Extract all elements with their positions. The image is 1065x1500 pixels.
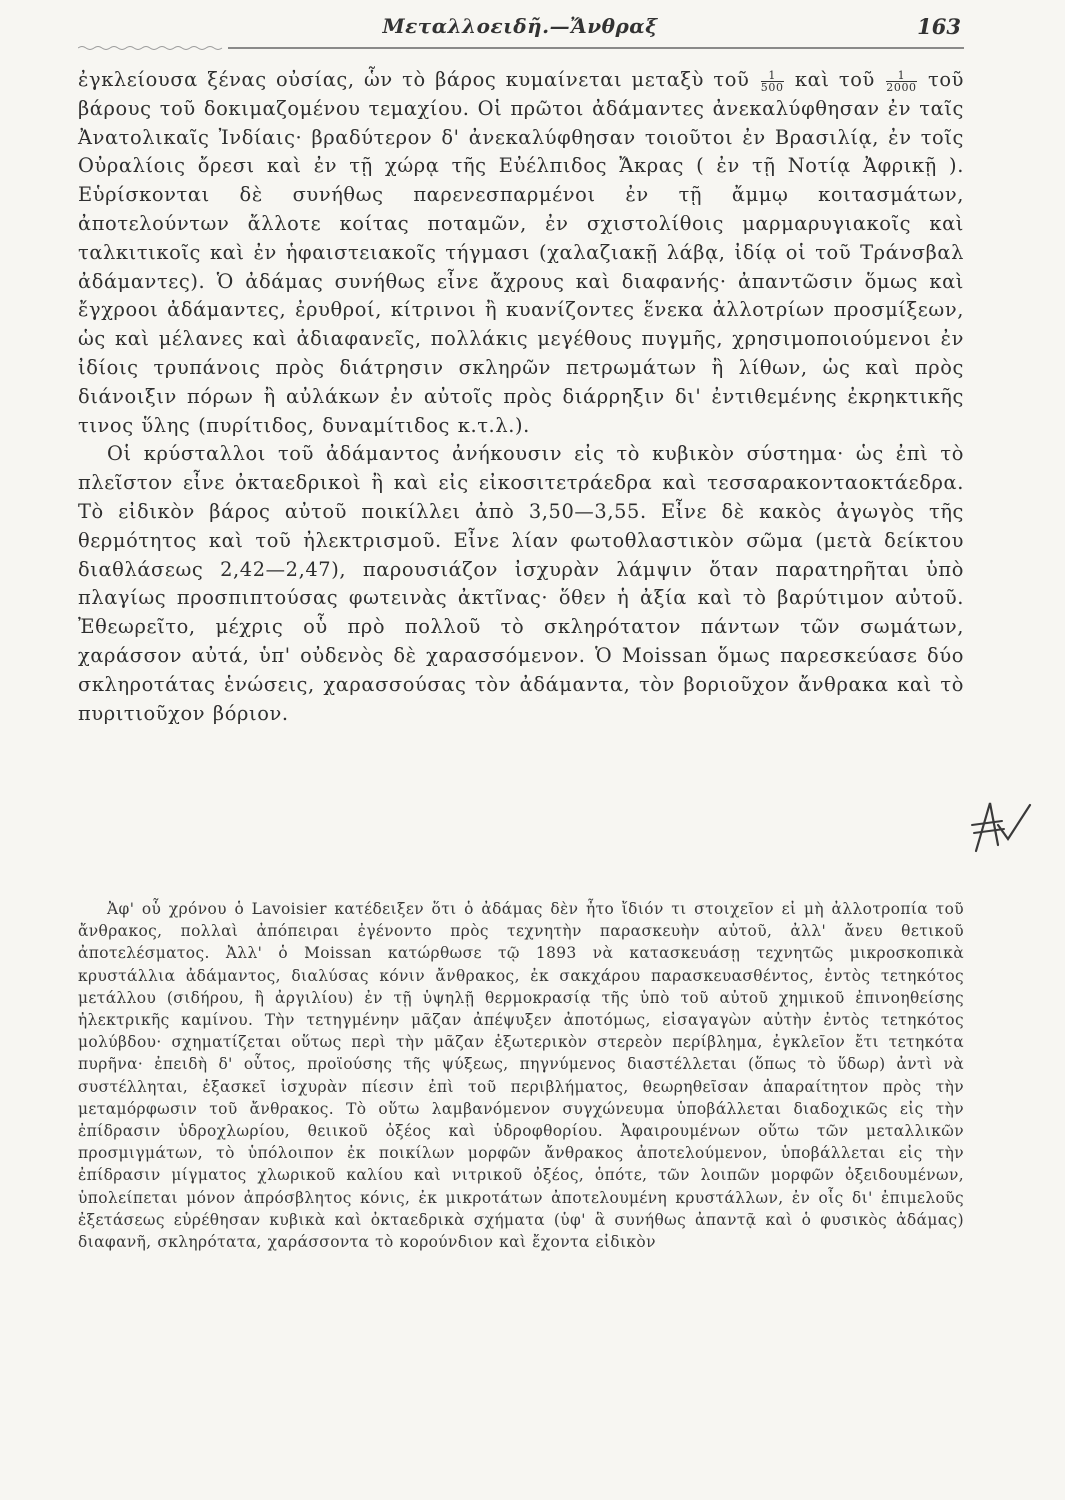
p1-part-a: ἐγκλείουσα ξένας οὐσίας, ὧν τὸ βάρος κυμαίνεται μεταξὺ τοῦ	[78, 68, 750, 91]
header-rule	[78, 44, 964, 52]
paragraph-1	[78, 66, 964, 440]
small-paragraph-1: Ἀφ' οὗ χρόνου ὁ Lavoisier κατέδειξεν ὅτι ὁ ἀδάμας δὲν ἦτο ἴδιόν τι στοιχεῖον εἰ μὴ ἀλλοτροπία τοῦ ἄνθρακος, πολλαὶ ἀπόπειραι ἐγένοντο πρὸς τεχνητὴν παρασκευὴν αὐτοῦ, ἀλλ' ἄνευ θετικοῦ ἀποτελέσματος. Ἀλλ' ὁ Moissan κατώρθωσε τῷ 1893 νὰ κατασκευάσῃ τεχνητῶς μικροσκοπικὰ κρυστάλλια ἀδάμαντος, διαλύσας κόνιν ἄνθρακος, ἐκ σακχάρου παρασκευασθέντος, ἐντὸς τετηκότος μετάλλου (σιδήρου, ἢ ἀργιλίου) ἐν τῇ ὑψηλῇ θερμοκρασίᾳ τῆς ὑπὸ τοῦ αὐτοῦ χημικοῦ ἐπινοηθείσης ἠλεκτρικῆς καμίνου. Τὴν τετηγμένην μᾶζαν ἀπέψυξεν ἀποτόμως, εἰσαγαγὼν αὐτὴν ἐντὸς τετηκότος μολύβδου· σχηματίζεται οὕτως περὶ τὴν μᾶζαν ἐξωτερικὸν στερεὸν περίβλημα, ἐγκλεῖον ἔτι τετηκότα πυρῆνα· ἐπειδὴ δ' οὗτος, προϊούσης τῆς ψύξεως, πηγνύμενος διαστέλλεται (ὅπως τὸ ὕδωρ) ἀντὶ νὰ συστέλληται, ἐξασκεῖ ἰσχυρὰν πίεσιν ἐπὶ τοῦ περιβλήματος, θεωρηθεῖσαν ἀπαραίτητον πρὸς τὴν μεταμόρφωσιν τοῦ ἄνθρακος. Τὸ οὕτω λαμβανόμενον συγχώνευμα ὑποβάλλεται διαδοχικῶς εἰς τὴν ἐπίδρασιν ὑδροχλωρίου, θειικοῦ ὀξέος καὶ ὑδροφθορίου. Ἀφαιρουμένων οὕτω τῶν μεταλλικῶν προσμιγμάτων, τὸ ὑπόλοιπον ἐκ ποικίλων μορφῶν ἄνθρακος ἀποτελούμενον, ὑποβάλλεται εἰς τὴν ἐπίδρασιν μίγματος χλωρικοῦ καλίου καὶ νιτρικοῦ ὀξέος, ὁπότε, τῶν λοιπῶν μορφῶν ὀξειδουμένων, ὑπολείπεται μόνον ἀπρόσβλητος κόνις, ἐκ μικροτάτων ἀποτελουμένη κρυστάλλων, ἐν οἷς δι' ἐπιμελοῦς ἐξετάσεως εὑρέθησαν κυβικὰ καὶ ὀκταεδρικὰ σχήματα (ὑφ' ἃ συνήθως ἀπαντᾷ καὶ ὁ φυσικὸς ἀδάμας) διαφανῆ, σκληρότατα, χαράσσοντα τὸ κορούνδιον καὶ ἔχοντα εἰδικὸν	[78, 900, 964, 1252]
fraction-1-500: $\frac{1}{500}$	[760, 68, 784, 94]
running-title: Μεταλλοειδῆ.—Ἄνθραξ	[382, 14, 658, 38]
main-text	[78, 66, 964, 728]
running-header	[75, 14, 965, 44]
fraction-1-2000: $\frac{1}{2000}$	[886, 68, 917, 94]
p1-part-c: τοῦ βάρους τοῦ δοκιμαζομένου τεμαχίου. Οἱ πρῶτοι ἀδάμαντες ἀνεκαλύφθησαν ἐν ταῖς Ἀνατολικαῖς Ἰνδίαις· βραδύτερον δ' ἀνεκαλύφθησαν τοιοῦτοι ἐν Βρασιλίᾳ, ἐν τοῖς Οὐραλίοις ὄρεσι καὶ ἐν τῇ χώρᾳ τῆς Εὐέλπιδος Ἄκρας ( ἐν τῇ Νοτίᾳ Ἀφρικῇ ). Εὑρίσκονται δὲ συνήθως παρενεσπαρμένοι ἐν τῇ ἄμμῳ κοιτασμάτων, ἀποτελούντων ἄλλοτε κοίτας ποταμῶν, ἐν σχιστολίθοις μαρμαρυγιακοῖς καὶ ταλκιτικοῖς καὶ ἐν ἡφαιστειακοῖς τήγμασι (χαλαζιακῇ λάβᾳ, ἰδίᾳ οἱ τοῦ Τράνσβαλ ἀδάμαντες). Ὁ ἀδάμας συνήθως εἶνε ἄχρους καὶ διαφανής· ἀπαντῶσιν ὅμως καὶ ἔγχροοι ἀδάμαντες, ἐρυθροί, κίτρινοι ἢ κυανίζοντες ἕνεκα ἀλλοτρίων προσμίξεων, ὡς καὶ μέλανες καὶ ἀδιαφανεῖς, πολλάκις μεγέθους πυγμῆς, χρησιμοποιούμενοι ἐν ἰδίοις τρυπάνοις πρὸς διάτρησιν σκληρῶν πετρωμάτων ἢ λίθων, ὡς καὶ πρὸς διάνοιξιν πόρων ἢ αὐλάκων ἐν αὐτοῖς πρὸς διάρρηξιν δι' ἐντιθεμένης ἐκρηκτικῆς τινος ὕλης (πυρίτιδος, δυναμίτιδος κ.τ.λ.).	[78, 68, 965, 437]
small-print-text	[78, 898, 964, 1253]
paragraph-2: Οἱ κρύσταλλοι τοῦ ἀδάμαντος ἀνήκουσιν εἰς τὸ κυβικὸν σύστημα· ὡς ἐπὶ τὸ πλεῖστον εἶνε ὀκταεδρικοὶ ἢ καὶ εἰς εἰκοσιτετράεδρα καὶ τεσσαρακονταοκτάεδρα. Τὸ εἰδικὸν βάρος αὐτοῦ ποικίλλει ἀπὸ 3,50—3,55. Εἶνε δὲ κακὸς ἀγωγὸς τῆς θερμότητος καὶ τοῦ ἠλεκτρισμοῦ. Εἶνε λίαν φωτοθλαστικὸν σῶμα (μετὰ δείκτου διαθλάσεως 2,42—2,47), παρουσιάζον ἰσχυρὰν λάμψιν ὅταν παρατηρῆται ὑπὸ πλαγίως προσπιπτούσας φωτεινὰς ἀκτῖνας· ὅθεν ἡ ἀξία καὶ τὸ βαρύτιμον αὐτοῦ. Ἐθεωρεῖτο, μέχρις οὗ πρὸ πολλοῦ τὸ σκληρότατον πάντων τῶν σωμάτων, χαράσσον αὐτά, ὑπ' οὐδενὸς δὲ χαρασσόμενον. Ὁ Moissan ὅμως παρεσκεύασε δύο σκληροτάτας ἑνώσεις, χαρασσούσας τὸν ἀδάμαντα, τὸν βοριοῦχον ἄνθρακα καὶ τὸ πυριτιοῦχον βόριον.	[78, 442, 964, 725]
handwritten-margin-mark-icon	[968, 795, 1038, 857]
page-number: 163	[917, 14, 961, 39]
p1-part-b: καὶ τοῦ	[794, 68, 875, 91]
